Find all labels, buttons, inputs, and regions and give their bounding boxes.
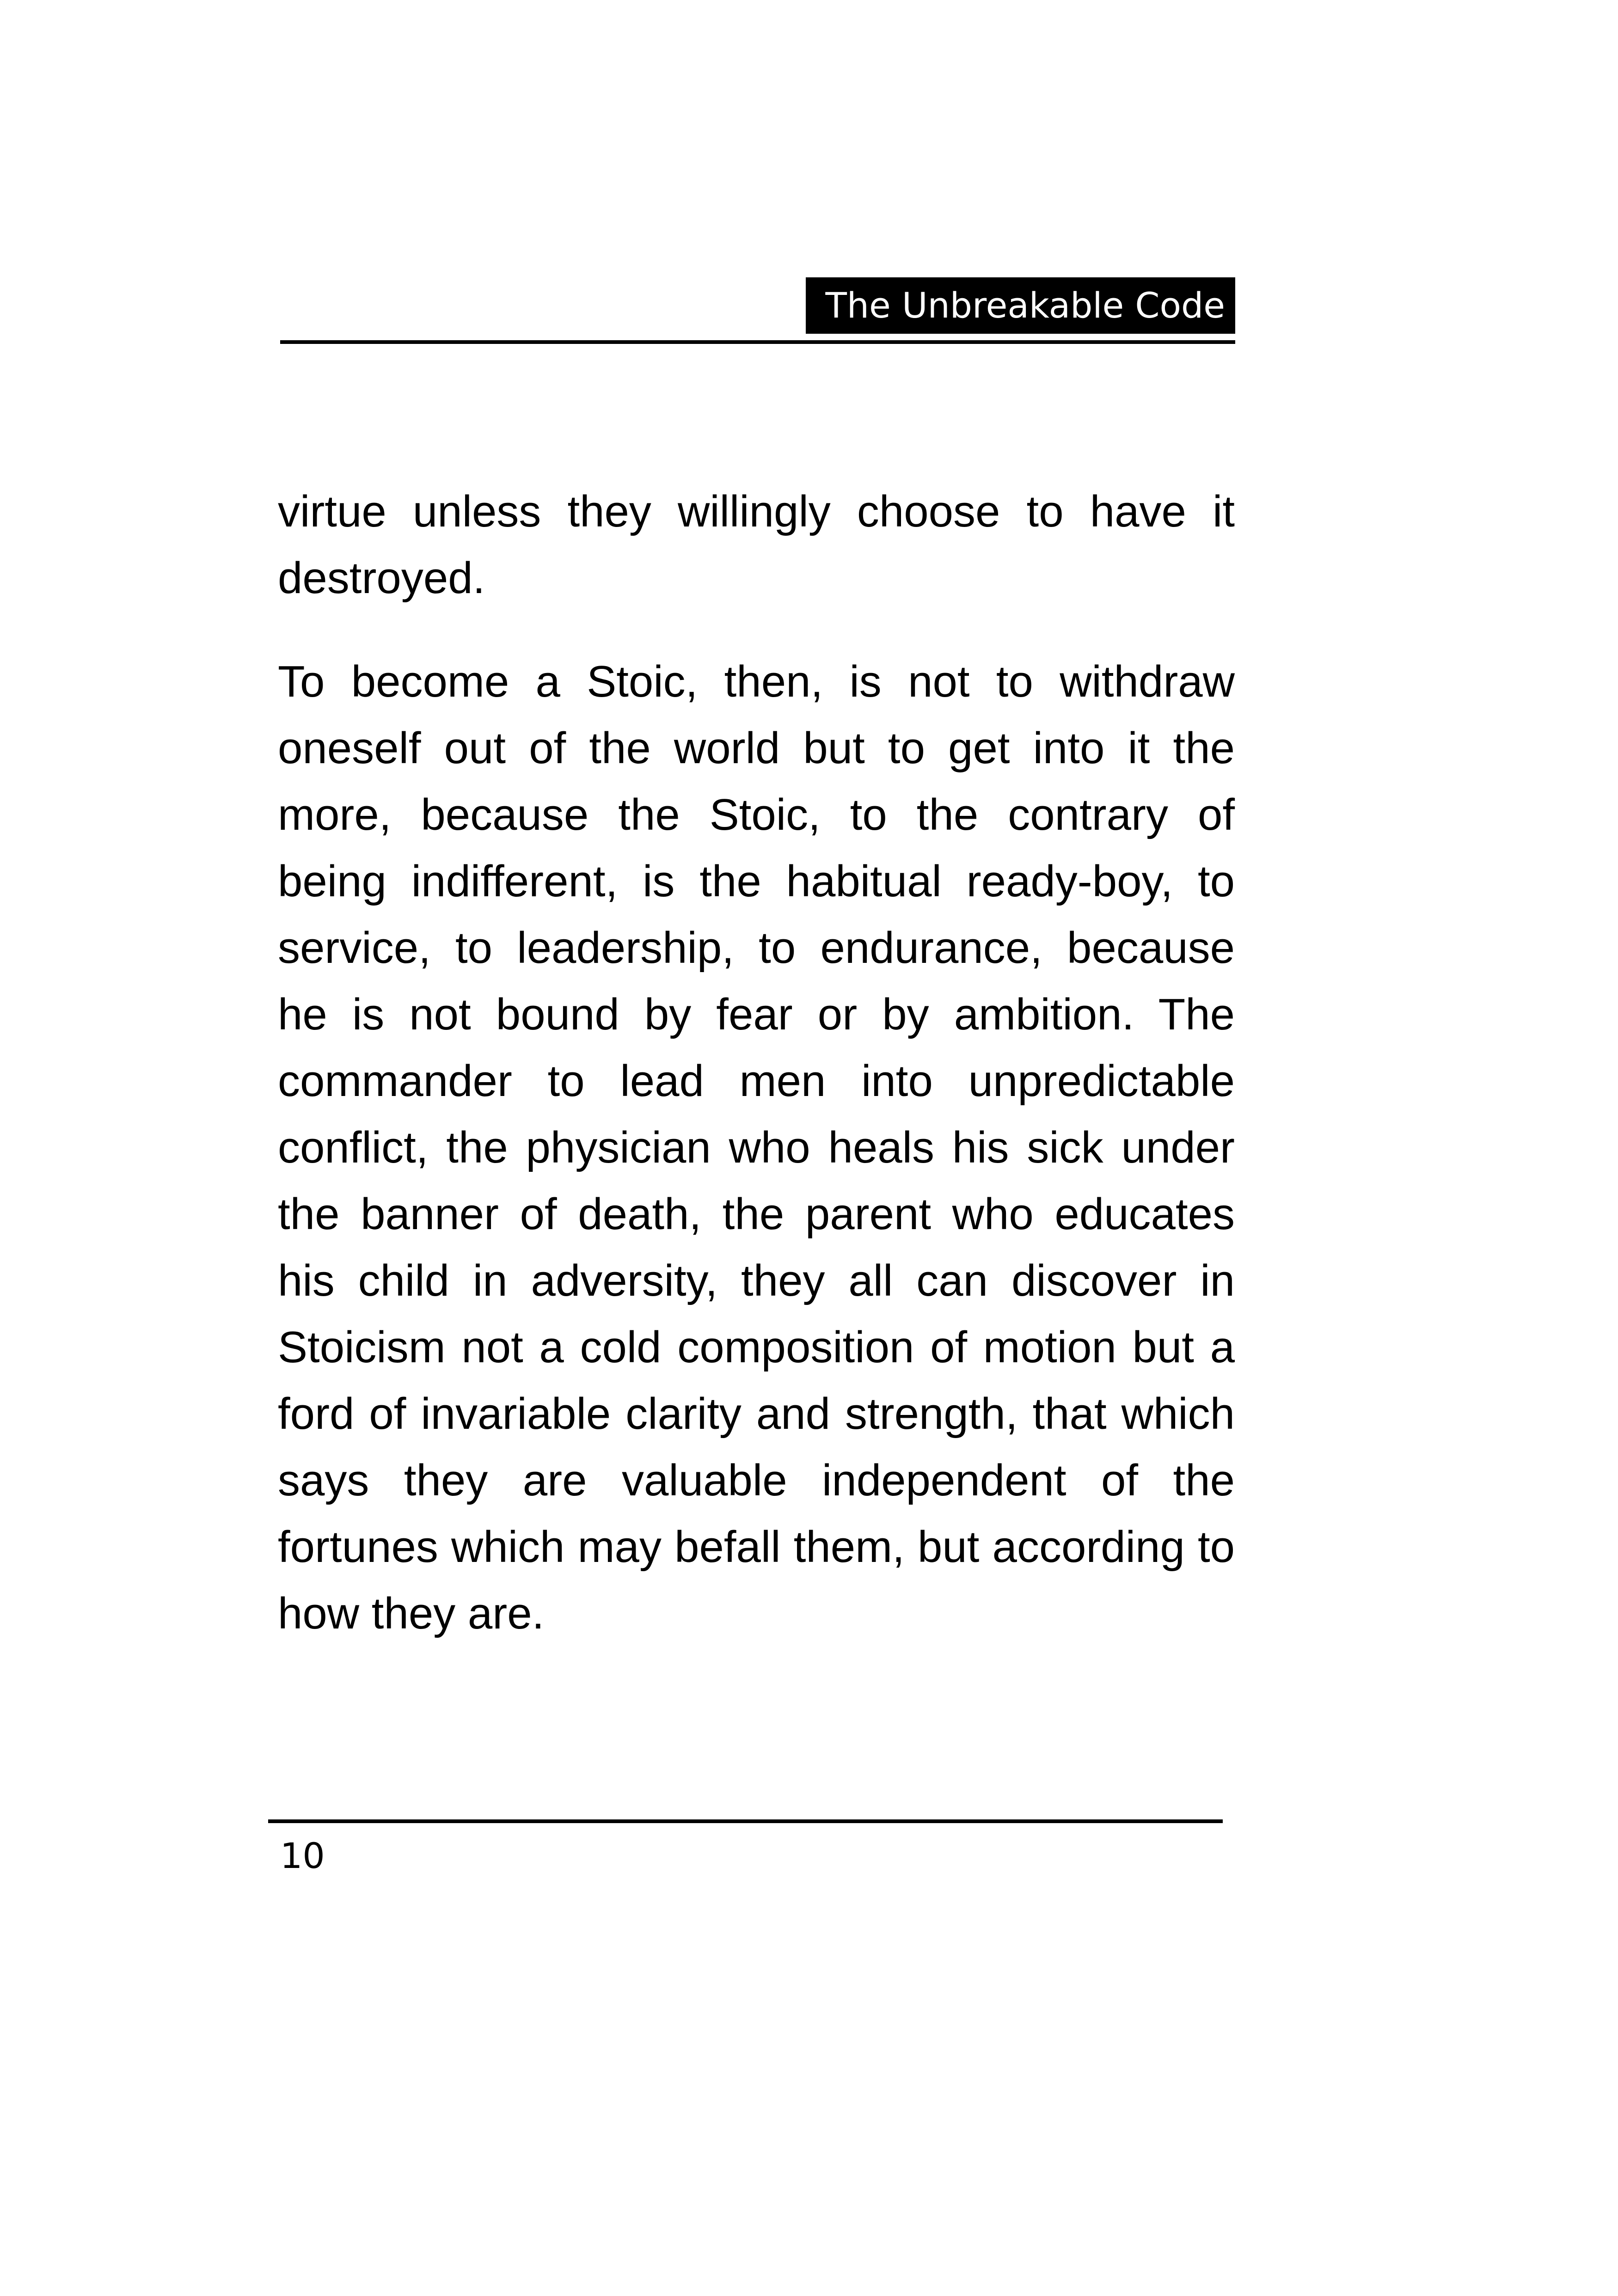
paragraph-1: virtue unless they willingly choose to have it destroyed.: [278, 487, 1235, 603]
footer-divider: [268, 1819, 1223, 1823]
body-text: [278, 478, 1235, 1647]
page-number: 10: [280, 1835, 325, 1876]
running-header-title: The Unbreakable Code: [806, 277, 1235, 334]
header-divider: [280, 340, 1235, 344]
paragraph-2: To become a Stoic, then, is not to withdraw oneself out of the world but to get into it the more, because the Stoic, to the contrary of being indifferent, is the habitual ready-boy, to service, to leadership, to endurance, because he is not bound by fear or by ambition. The commander to lead men into unpredictable conflict, the physician who heals his sick under the banner of death, the parent who educates his child in adversity, they all can discover in Stoicism not a cold composition of motion but a ford of invariable clarity and strength, that which says they are valuable independent of the fortunes which may befall them, but according to how they are.: [278, 657, 1235, 1638]
